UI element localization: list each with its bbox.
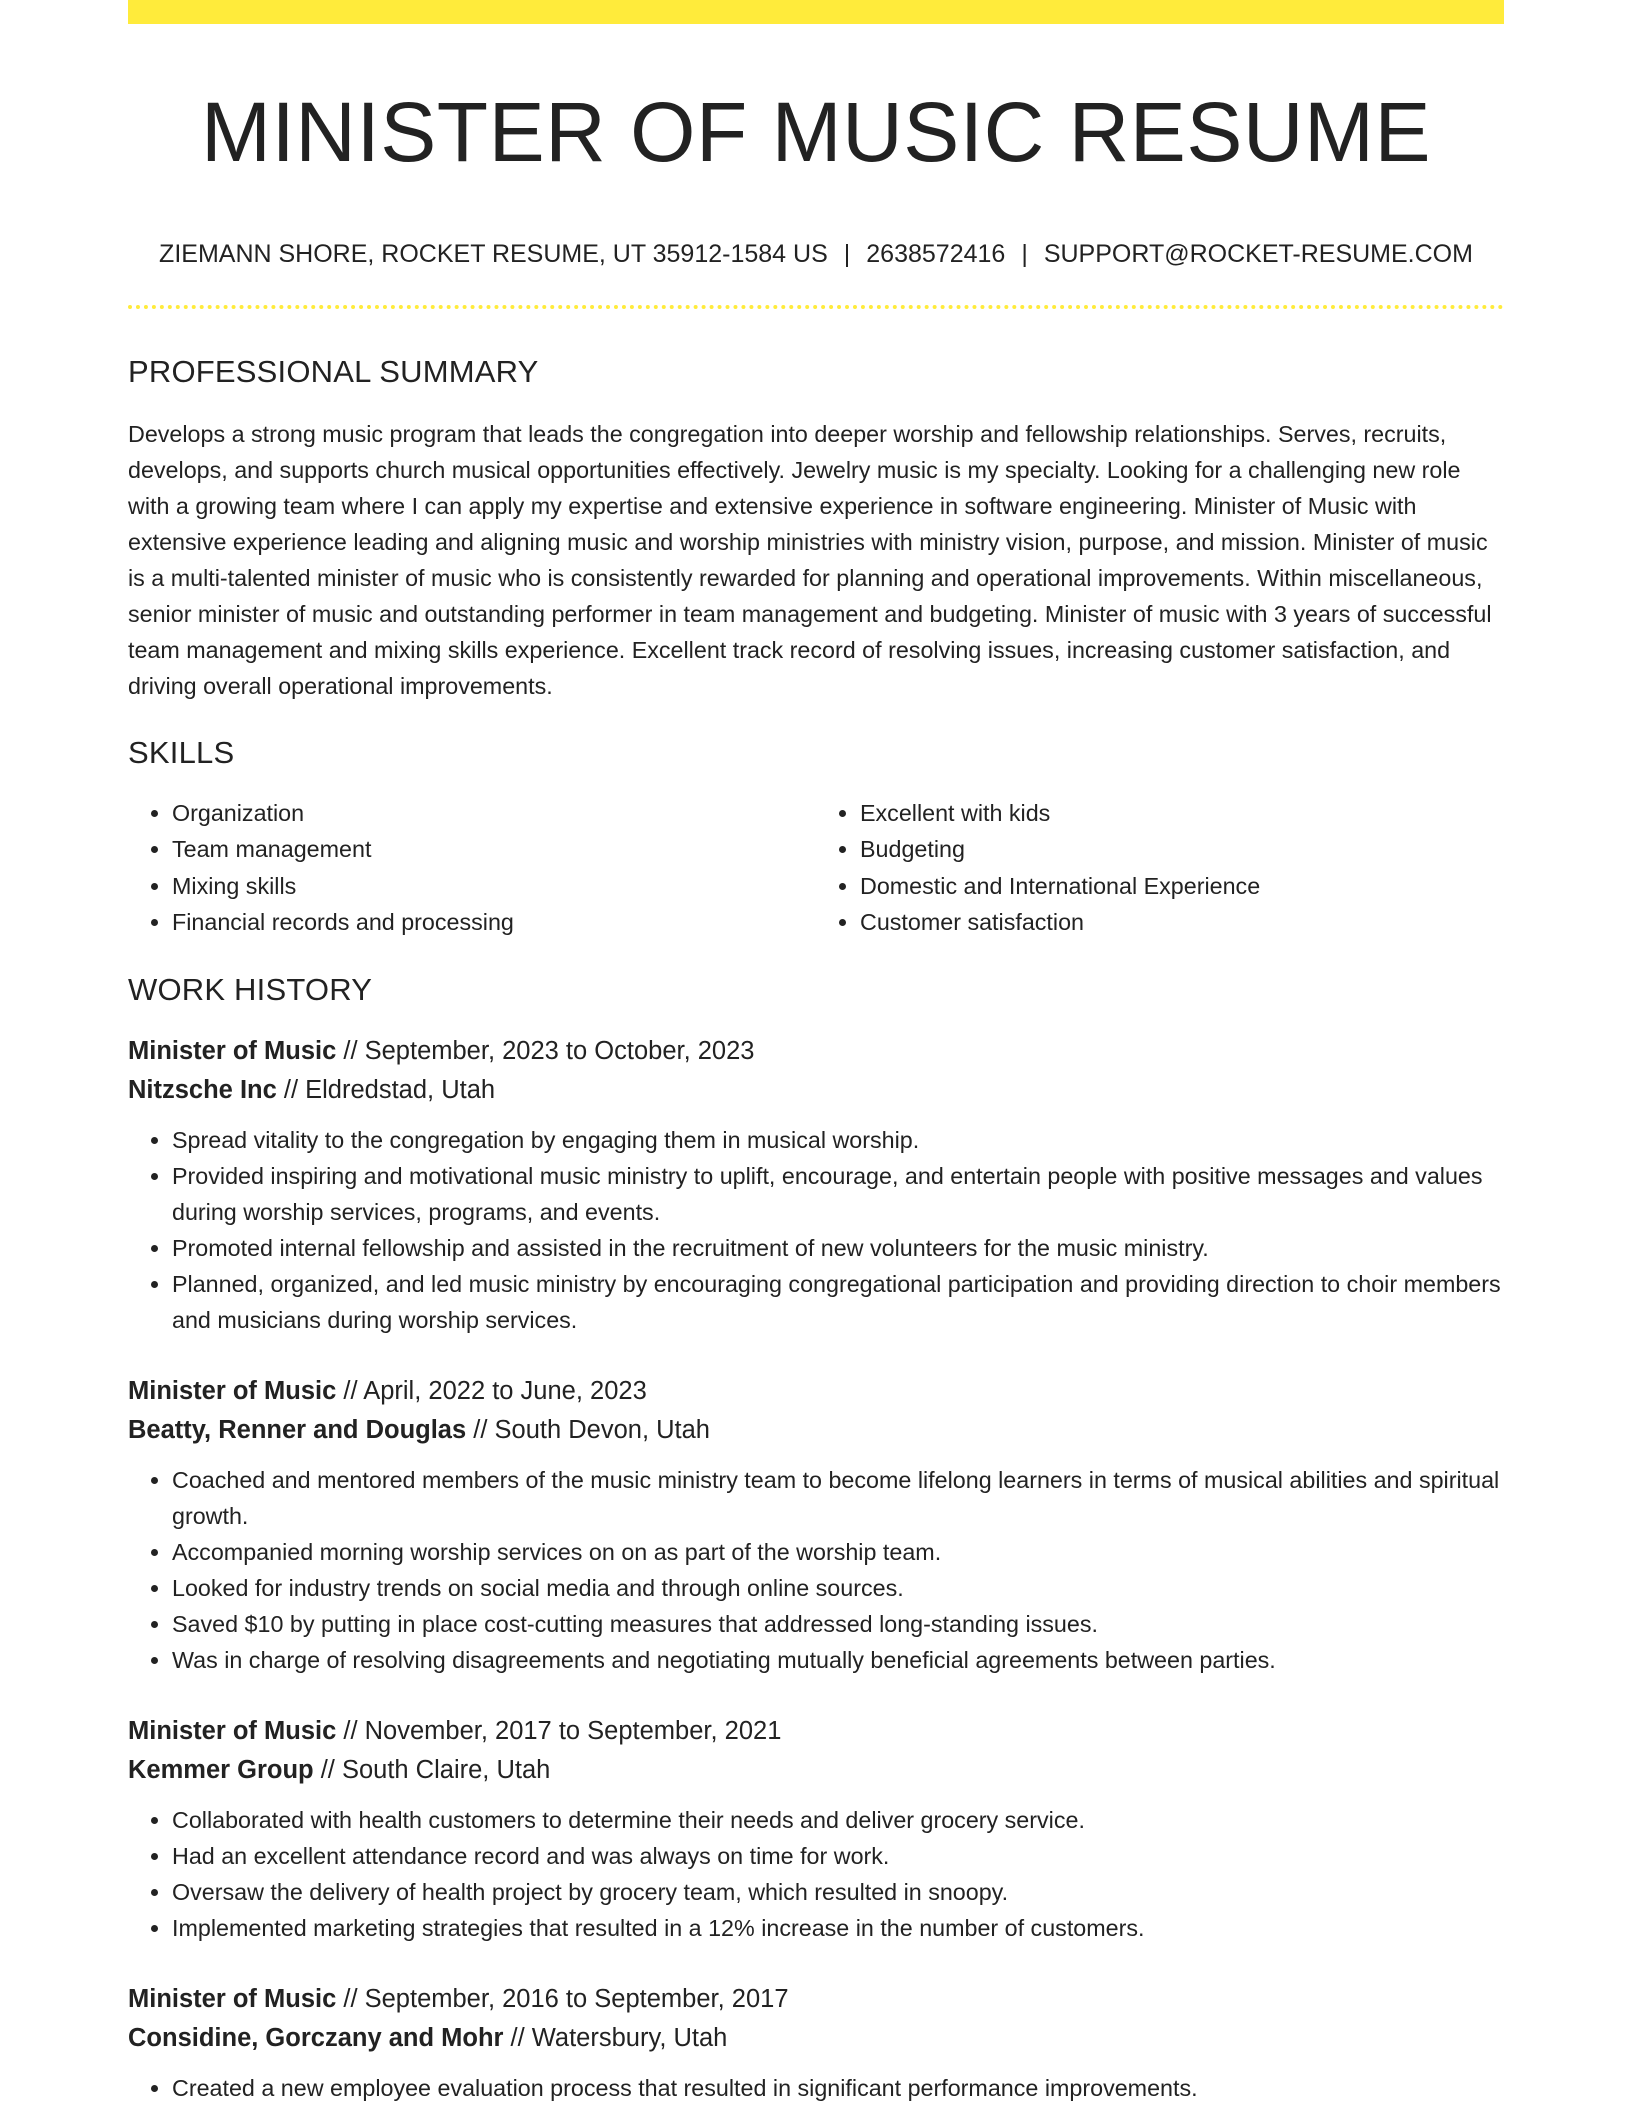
job-bullet: • Implemented marketing strategies that resulted in a 12% increase in the number of customers. [172, 1910, 1504, 1946]
skills-column-left [128, 795, 816, 941]
skill-item: • Mixing skills [172, 868, 816, 905]
job-bullet: • Provided inspiring and motivational music ministry to uplift, encourage, and entertain people with positive messages and values during worship services, programs, and events. [172, 1158, 1504, 1230]
job-dates: // September, 2023 to October, 2023 [336, 1037, 755, 1066]
job-bullet: • Collaborated with health customers to determine their needs and deliver grocery service. [172, 1802, 1504, 1838]
skills-heading: SKILLS [128, 734, 235, 770]
job-bullets [128, 2070, 1504, 2106]
job-company-line [128, 2019, 1504, 2058]
skill-item: • Customer satisfaction [860, 904, 1504, 941]
job-bullet: • Planned, organized, and led music ministry by encouraging congregational participation and providing direction to choir members and musicians during worship services. [172, 1266, 1504, 1338]
contact-address: ZIEMANN SHORE, ROCKET RESUME, UT 35912-1584 US [159, 239, 828, 268]
job-location: // South Claire, Utah [313, 1756, 551, 1785]
job-company-line [128, 1071, 1504, 1110]
job-company: Beatty, Renner and Douglas [128, 1416, 467, 1445]
job-location: // South Devon, Utah [466, 1416, 710, 1445]
contact-line [128, 239, 1504, 269]
job-bullet: • Oversaw the delivery of health project by grocery team, which resulted in snoopy. [172, 1874, 1504, 1910]
job-bullet: • Promoted internal fellowship and assisted in the recruitment of new volunteers for the music ministry. [172, 1230, 1504, 1266]
skills-list [128, 795, 1504, 941]
job-bullet: • Had an excellent attendance record and was always on time for work. [172, 1838, 1504, 1874]
skill-item: • Team management [172, 831, 816, 868]
job-dates: // September, 2016 to September, 2017 [336, 1985, 789, 2014]
contact-phone: 2638572416 [866, 239, 1006, 268]
job-bullets [128, 1802, 1504, 1946]
job-dates: // November, 2017 to September, 2021 [336, 1717, 782, 1746]
skill-item: • Organization [172, 795, 816, 832]
job-bullets [128, 1122, 1504, 1338]
job-title-line [128, 1372, 1504, 1411]
job-entry [128, 1032, 1504, 1338]
job-title-line [128, 1032, 1504, 1071]
dotted-divider [128, 305, 1504, 309]
work-history-heading: WORK HISTORY [128, 971, 373, 1007]
job-company: Kemmer Group [128, 1756, 314, 1785]
job-bullet: • Saved $10 by putting in place cost-cutting measures that addressed long-standing issues. [172, 1606, 1504, 1642]
job-bullet: • Created a new employee evaluation process that resulted in significant performance improvements. [172, 2070, 1504, 2106]
job-title: Minister of Music [128, 1037, 337, 1066]
top-accent-bar [128, 0, 1504, 24]
job-company-line [128, 1751, 1504, 1790]
job-location: // Watersbury, Utah [503, 2024, 728, 2053]
skills-column-right [816, 795, 1504, 941]
job-title: Minister of Music [128, 1717, 337, 1746]
job-bullets [128, 1462, 1504, 1678]
job-entry [128, 1712, 1504, 1946]
job-location: // Eldredstad, Utah [276, 1076, 496, 1105]
job-bullet: • Looked for industry trends on social media and through online sources. [172, 1570, 1504, 1606]
skill-item: • Domestic and International Experience [860, 868, 1504, 905]
summary-text: Develops a strong music program that leads the congregation into deeper worship and fellowship relationships. Serves, recruits, develops, and supports church musical opportunities effectively. Jewelry music is my specialty. Looking for a challenging new role with a growing team where I can apply my expertise and extensive experience in software engineering. Minister of Music with extensive experience leading and aligning music and worship ministries with ministry vision, purpose, and mission. Minister of music is a multi-talented minister of music who is consistently rewarded for planning and operational improvements. Within miscellaneous, senior minister of music and outstanding performer in team management and budgeting. Minister of music with 3 years of successful team management and mixing skills experience. Excellent track record of resolving issues, increasing customer satisfaction, and driving overall operational improvements. [128, 420, 1492, 699]
job-entry [128, 1372, 1504, 1678]
skill-item: • Financial records and processing [172, 904, 816, 941]
job-title: Minister of Music [128, 1985, 337, 2014]
job-title-line [128, 1980, 1504, 2019]
job-bullet: • Coached and mentored members of the music ministry team to become lifelong learners in terms of musical abilities and spiritual growth. [172, 1462, 1504, 1534]
job-title-line [128, 1712, 1504, 1751]
work-history-list [128, 1032, 1504, 2106]
skill-item: • Budgeting [860, 831, 1504, 868]
job-bullet: • Accompanied morning worship services on on as part of the worship team. [172, 1534, 1504, 1570]
contact-separator: | [843, 239, 851, 268]
resume-page [128, 0, 1504, 2106]
job-bullet: • Was in charge of resolving disagreements and negotiating mutually beneficial agreements between parties. [172, 1642, 1504, 1678]
contact-separator: | [1021, 239, 1028, 268]
job-dates: // April, 2022 to June, 2023 [336, 1377, 647, 1406]
contact-email: SUPPORT@ROCKET-RESUME.COM [1043, 239, 1473, 268]
job-entry [128, 1980, 1504, 2106]
job-company: Considine, Gorczany and Mohr [128, 2024, 504, 2053]
skill-item: • Excellent with kids [860, 795, 1504, 832]
job-bullet: • Spread vitality to the congregation by engaging them in musical worship. [172, 1122, 1504, 1158]
job-company-line [128, 1411, 1504, 1450]
job-title: Minister of Music [128, 1377, 337, 1406]
resume-title: MINISTER OF MUSIC RESUME [200, 85, 1432, 179]
job-company: Nitzsche Inc [128, 1076, 277, 1105]
summary-heading: PROFESSIONAL SUMMARY [128, 353, 539, 389]
